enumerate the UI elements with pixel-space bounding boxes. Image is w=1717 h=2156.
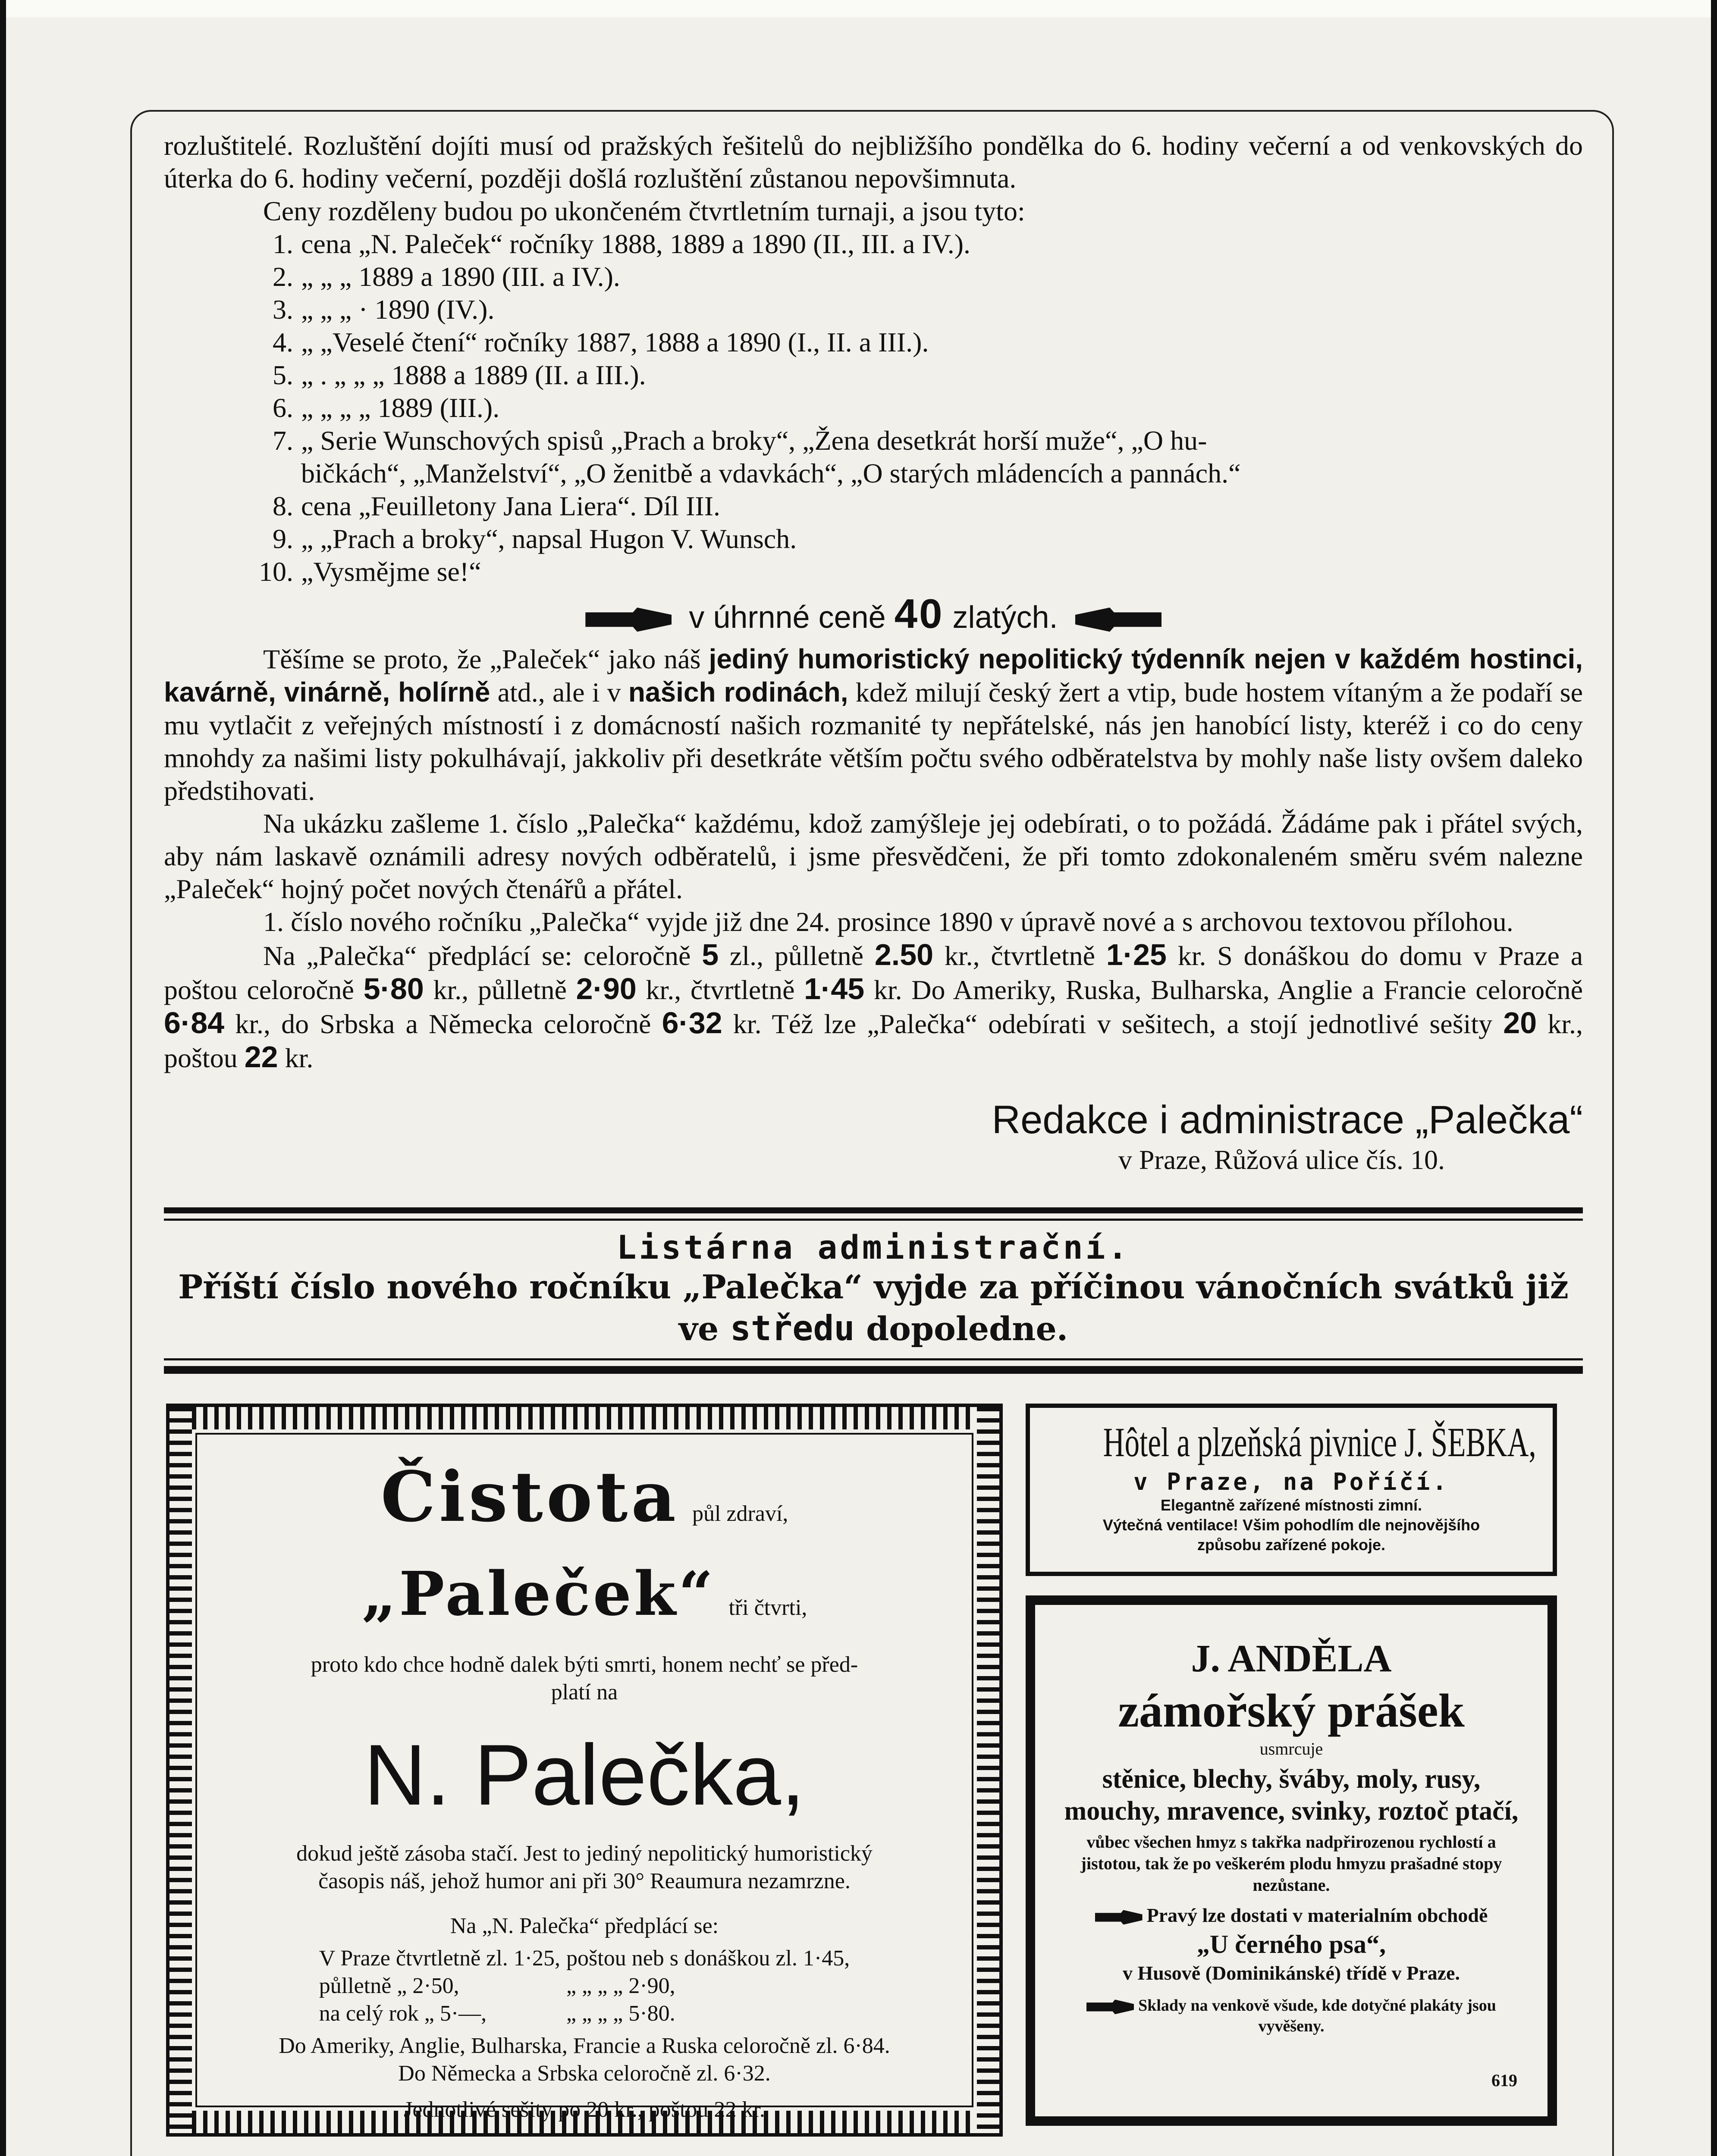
ad-line: Do Německa a Srbska celoročně zl. 6·32. bbox=[398, 2061, 771, 2086]
intro-paragraph: rozluštitelé. Rozluštění dojíti musí od pražských řešitelů do nejbližšího pondělka do 6. hodiny večerní a od venkovských do úterka do 6. hodiny večerní, později došlá rozluštění zůstanou nepovšimnuta. bbox=[164, 130, 1583, 194]
ornament-border-left bbox=[170, 1407, 192, 2133]
hotel-title: Hôtel a plzeňská pivnice J. ŠEBKA, bbox=[1103, 1419, 1536, 1465]
ornament-border-right bbox=[977, 1407, 999, 2133]
scan-edge-right bbox=[1711, 0, 1717, 2156]
scan-edge-left bbox=[0, 0, 6, 2156]
new-issue-paragraph: 1. číslo nového ročníku „Palečka“ vyjde již dne 24. prosince 1890 v úpravě nové a s archovou textovou přílohou. bbox=[263, 906, 1513, 937]
andel-advert bbox=[1026, 1595, 1557, 2126]
admin-notice: Příští číslo nového ročníku „Palečka“ vyjde za příčinou vánočních svátků již ve středu dopoledne. bbox=[178, 1268, 1569, 1348]
hotel-line: Elegantně zařízené místnosti zimní. bbox=[1160, 1496, 1422, 1514]
prize-item: 7. „ Serie Wunschových spisů „Prach a broky“, „Žena desetkrát horší muže“, „O hu- bbox=[273, 425, 1207, 456]
price-table bbox=[316, 1944, 853, 2028]
prize-item-continuation: bičkách“, „Manželství“, „O ženitbě a vdavkách“, „O starých mládencích a pannách.“ bbox=[301, 458, 1241, 489]
andel-name: J. ANDĚLA bbox=[1191, 1637, 1392, 1680]
andel-pests: stěnice, blechy, šváby, moly, rusy, mouchy, mravence, svinky, roztoč ptačí, bbox=[1064, 1764, 1519, 1826]
total-value-line: v úhrnné ceně 40 zlatých. bbox=[164, 598, 1583, 634]
advert-number: 619 bbox=[1491, 2071, 1517, 2090]
cistota-line: Čistota půl zdraví, bbox=[380, 1456, 788, 1537]
divider-rule bbox=[164, 1207, 1583, 1213]
hotel-line: způsobu zařízené pokoje. bbox=[1197, 1536, 1386, 1554]
ad-title: N. Palečka, bbox=[364, 1727, 805, 1823]
subscription-paragraph: Na „Palečka“ předplácí se: celoročně 5 zl., půlletně 2.50 kr., čtvrtletně 1·25 kr. S donáškou do domu v Praze a poštou celoročně 5·80 kr., půlletně 2·90 kr., čtvrtletně 1·45 kr. Do Ameriky, Ruska, Bulharska, Anglie a Francie celoročně 6·84 kr., do Srbska a Německa celoročně 6·32 kr. Též lze „Palečka“ odebírati v sešitech, a stojí jednotlivé sešity 20 kr., poštou 22 kr. bbox=[164, 938, 1583, 1074]
prize-item: 2. „ „ „ 1889 a 1890 (III. a IV.). bbox=[273, 261, 620, 292]
divider-rule bbox=[164, 1358, 1583, 1360]
andel-description: vůbec všechen hmyz s takřka nadpřirozenou rychlostí a jistotou, tak že po veškerém plodu hmyzu prašadné stopy nezůstane. bbox=[1080, 1832, 1502, 1895]
prize-item: 4. „ „Veselé čtení“ ročníky 1887, 1888 a 1890 (I., II. a III.). bbox=[273, 327, 929, 357]
prize-item: 10. „Vysmějme se!“ bbox=[259, 556, 481, 587]
table-row: půlletně „ 2·50, „ „ „ „ 2·90, bbox=[319, 1974, 675, 1998]
andel-street: v Husově (Dominikánské) třídě v Praze. bbox=[1123, 1962, 1460, 1984]
hotel-subtitle: v Praze, na Poříčí. bbox=[1133, 1468, 1449, 1495]
pointing-hand-icon bbox=[1095, 1910, 1143, 1924]
pointing-hand-icon bbox=[1086, 1999, 1134, 2014]
table-row: V Praze čtvrtletně zl. 1·25, poštou neb s donáškou zl. 1·45, bbox=[319, 1946, 850, 1971]
andel-kills: usmrcuje bbox=[1259, 1739, 1323, 1758]
prize-item: 1. cena „N. Paleček“ ročníky 1888, 1889 a 1890 (II., III. a IV.). bbox=[273, 229, 971, 259]
main-text-block bbox=[164, 129, 1583, 1176]
divider-rule bbox=[164, 1366, 1583, 1374]
admin-notice-block bbox=[164, 1228, 1583, 1350]
andel-footnote: Sklady na venkově všude, kde dotyčné plakáty jsou vyvěšeny. bbox=[1057, 1995, 1526, 2037]
palecek-advert-body bbox=[195, 1433, 973, 2122]
prizes-intro: Ceny rozděleny budou po ukončeném čtvrtletním turnaji, a jsou tyto: bbox=[263, 196, 1025, 226]
sample-paragraph: Na ukázku zašleme 1. číslo „Palečka“ každému, kdož zamýšleje jej odebírati, o to požádá. Žádáme pak i přátel svých, aby nám laskavě oznámili adresy nových odběratelů, i jsme přesvědčeni, že při tomto zdokonaleném směru svém nalezne „Paleček“ hojný počet nových čtenářů a přátel. bbox=[164, 808, 1583, 904]
prize-item: 5. „ . „ „ „ 1888 a 1889 (II. a III.). bbox=[273, 360, 646, 390]
ornament-border-top bbox=[170, 1407, 999, 1429]
table-row: na celý rok „ 5·—, „ „ „ „ 5·80. bbox=[319, 2001, 675, 2026]
scan-margin-top bbox=[0, 0, 1717, 17]
total-amount: 40 bbox=[894, 591, 944, 637]
prize-item: 6. „ „ „ „ 1889 (III.). bbox=[273, 392, 500, 423]
palecek-advert bbox=[166, 1404, 1003, 2137]
ad-line: Do Ameriky, Anglie, Bulharska, Francie a Ruska celoročně zl. 6·84. bbox=[279, 2034, 890, 2058]
andel-sale-line: Pravý lze dostati v materialním obchodě bbox=[1057, 1902, 1526, 1929]
hotel-advert bbox=[1026, 1404, 1557, 1576]
promo-paragraph: Těšíme se proto, že „Paleček“ jako náš jediný humoristický nepolitický týdenník nejen v každém hostinci, kavárně, vinárně, holírně atd., ale i v našich rodinách, kdež milují český žert a vtip, bude hostem vítaným a že podaří se mu vytlačit z veřejných místností i z domácností našich rozmanité ty nepřátelské, nás jen hanobící listy, kteréž i co do ceny mnohdy za našimi listy pokulhávají, jakkoliv při desetkráte větším počtu svého odběratelstva by mohly naše listy ovšem daleko předstihovati. bbox=[164, 643, 1583, 806]
pointing-hand-icon bbox=[585, 608, 672, 632]
divider-rule bbox=[164, 1219, 1583, 1221]
admin-heading: Listárna administrační. bbox=[616, 1228, 1130, 1266]
ad-line: časopis náš, jehož humor ani při 30° Reaumura nezamrzne. bbox=[318, 1869, 851, 1893]
pointing-hand-icon bbox=[1075, 608, 1161, 632]
prize-list bbox=[164, 228, 1583, 588]
ad-line: dokud ještě zásoba stačí. Jest to jediný nepolitický humoristický bbox=[296, 1841, 873, 1866]
signature: Redakce i administrace „Palečka“ bbox=[992, 1098, 1583, 1142]
ad-subhead: Na „N. Palečka“ předplácí se: bbox=[450, 1914, 719, 1938]
andel-shop: „U černého psa“, bbox=[1196, 1930, 1386, 1959]
ad-line: proto kdo chce hodně dalek býti smrti, honem nechť se před- bbox=[311, 1652, 858, 1677]
palecek-line: „Paleček“ tři čtvrti, bbox=[361, 1559, 807, 1630]
andel-product: zámořský prášek bbox=[1118, 1684, 1465, 1737]
prize-item: 9. „ „Prach a broky“, napsal Hugon V. Wunsch. bbox=[273, 523, 797, 554]
signature-address: v Praze, Růžová ulice čís. 10. bbox=[1118, 1144, 1445, 1175]
ad-line: Jednotlivé sešity po 20 kr., poštou 22 kr. bbox=[404, 2097, 765, 2122]
prize-item: 8. cena „Feuilletony Jana Liera“. Díl III. bbox=[273, 491, 720, 521]
ad-line: platí na bbox=[551, 1680, 618, 1705]
prize-item: 3. „ „ „ · 1890 (IV.). bbox=[273, 294, 495, 325]
hotel-line: Výtečná ventilace! Všim pohodlím dle nejnovějšího bbox=[1102, 1516, 1480, 1534]
